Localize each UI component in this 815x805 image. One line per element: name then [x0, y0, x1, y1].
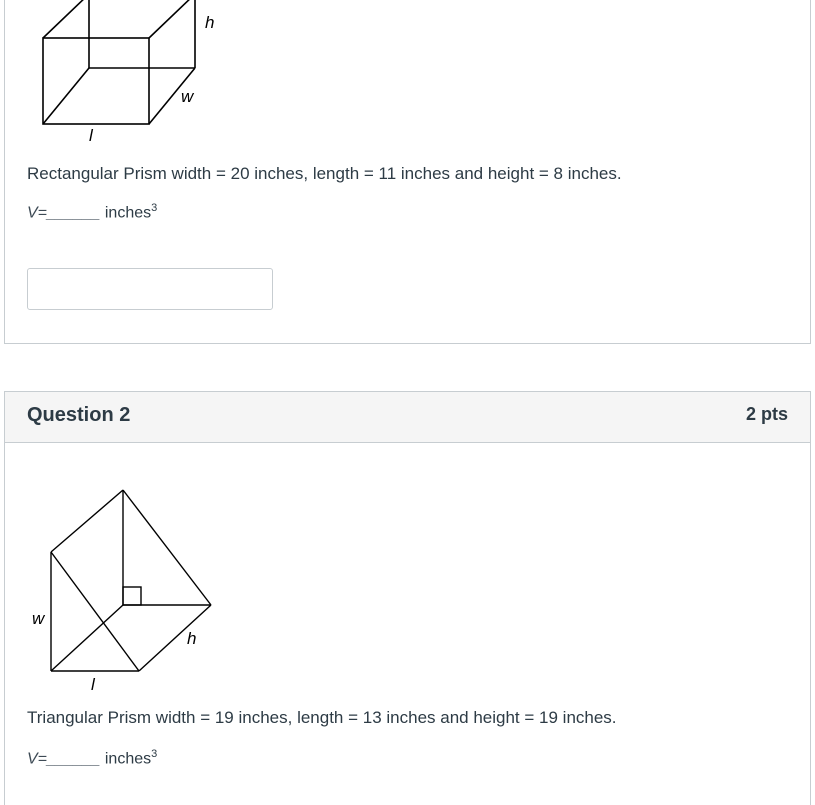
- length-label: l: [89, 126, 93, 145]
- volume-unit: inches: [104, 750, 152, 768]
- volume-blank: ______: [47, 750, 101, 768]
- volume-exponent: 3: [151, 748, 158, 760]
- volume-prefix: V=: [27, 750, 48, 768]
- question-2-header: [5, 392, 810, 443]
- height-label: h: [187, 629, 197, 648]
- rectangular-prism-figure: [35, 0, 235, 148]
- question-1-card: [4, 0, 811, 344]
- triangular-prism-figure: [25, 484, 225, 694]
- length-label: l: [91, 675, 95, 694]
- volume-blank: ______: [47, 204, 101, 222]
- question-2-card: [4, 391, 811, 805]
- volume-unit: inches: [104, 204, 152, 222]
- width-label: w: [32, 609, 45, 628]
- volume-prefix: V=: [27, 204, 48, 222]
- question-1-volume-formula: [27, 202, 157, 222]
- question-2-points: 2 pts: [745, 404, 788, 424]
- question-1-prompt: Rectangular Prism width = 20 inches, length = 11 inches and height = 8 inches.: [27, 164, 622, 183]
- volume-exponent: 3: [151, 202, 158, 214]
- question-1-answer-input[interactable]: [27, 268, 273, 310]
- width-label: w: [181, 87, 194, 106]
- question-2-prompt: Triangular Prism width = 19 inches, length = 13 inches and height = 19 inches.: [27, 708, 617, 727]
- question-2-title: Question 2: [27, 404, 131, 426]
- height-label: h: [205, 13, 215, 32]
- question-2-volume-formula: [27, 748, 157, 768]
